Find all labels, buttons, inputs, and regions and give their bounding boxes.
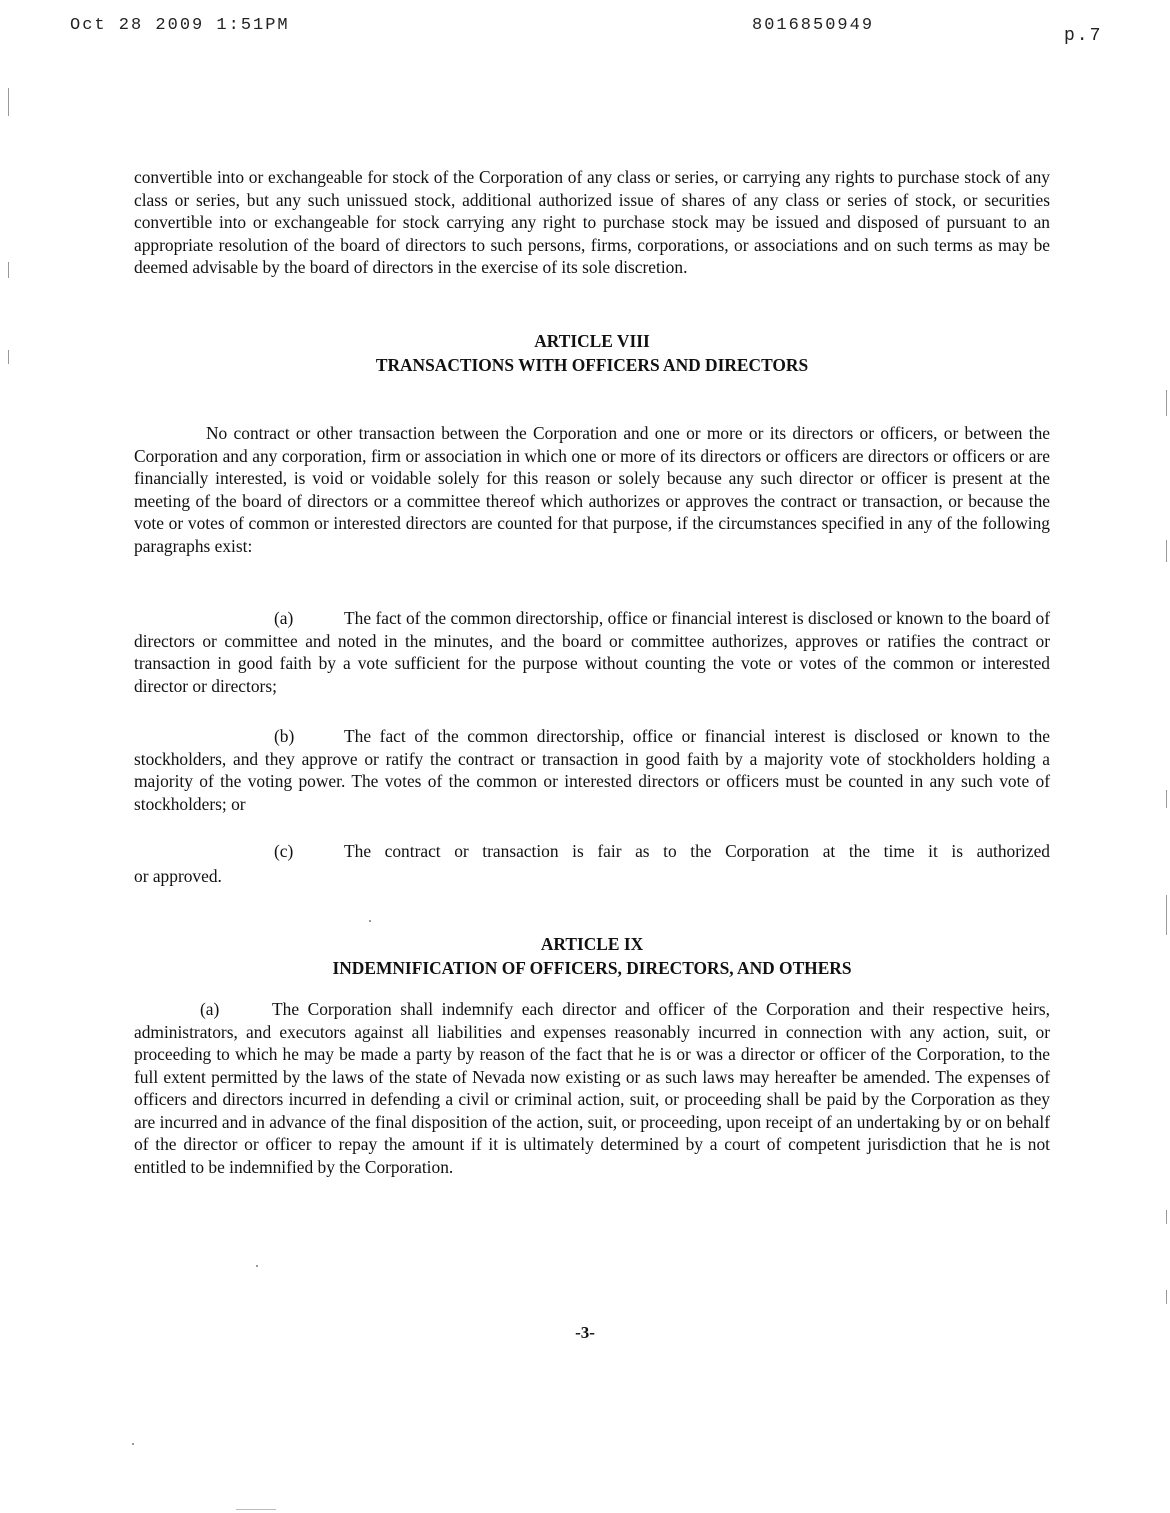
article-viii-clause-b — [134, 725, 1050, 815]
page-number: -3- — [575, 1323, 595, 1342]
article-viii-clause-a — [134, 607, 1050, 697]
scan-artifact — [256, 1265, 258, 1267]
article-ix-number: ARTICLE IX — [540, 934, 644, 954]
article-ix-title: INDEMNIFICATION OF OFFICERS, DIRECTORS, AND OTHERS — [332, 958, 852, 978]
scan-artifact — [1166, 390, 1167, 416]
scan-artifact — [1166, 1210, 1167, 1224]
article-viii-clause-c — [134, 840, 1050, 887]
article-viii-title: TRANSACTIONS WITH OFFICERS AND DIRECTORS — [375, 355, 809, 375]
clause-c-text-line2: or approved. — [134, 865, 222, 886]
clause-b-label: (b) — [274, 726, 295, 746]
clause-c-label: (c) — [274, 841, 294, 861]
clause-b-text: The fact of the common directorship, office or financial interest is disclosed or known to the stockholders, and they approve or ratify the contract or transaction in good faith by a majority vote of stockholders holding a majority of the voting power. The votes of the common or interested directors or officers must be counted in any such vote of stockholders; or — [134, 726, 1050, 814]
scan-artifact — [132, 1443, 134, 1445]
clause-a-text: The fact of the common directorship, office or financial interest is disclosed or known to the board of directors or committee and noted in the minutes, and the board or committee authorizes, approves or ratifies the contract or transaction in good faith by a vote sufficient for the purpose without counting the vote or votes of the common or interested director or directors; — [134, 608, 1050, 696]
fax-date-time: Oct 28 2009 1:51PM — [70, 16, 290, 35]
continuation-paragraph: convertible into or exchangeable for stock of the Corporation of any class or series, or carrying any rights to purchase stock of any class or series, but any such unissued stock, additional authorized issue of shares of any class or series of stock, or securities convertible into or exchangeable for stock carrying any right to purchase stock may be issued and disposed of pursuant to an appropriate resolution of the board of directors to such persons, firms, corporations, or associations and on such terms as may be deemed advisable by the board of directors in the exercise of its sole discretion. — [134, 167, 1050, 277]
scan-artifact — [1166, 540, 1167, 562]
article-ix-heading — [134, 932, 1050, 980]
scan-artifact — [8, 350, 9, 364]
article-viii-number: ARTICLE VIII — [534, 331, 650, 351]
scan-artifact — [1166, 790, 1167, 808]
scan-artifact — [369, 920, 371, 922]
scan-artifact — [1166, 895, 1167, 935]
clause-c-first-line — [134, 840, 1050, 863]
fax-number: 8016850949 — [752, 16, 875, 35]
fax-page-number: p.7 — [1064, 26, 1103, 46]
scan-artifact — [236, 1509, 276, 1510]
clause-c-text-line1: The contract or transaction is fair as to the Corporation at the time it is authorized — [344, 841, 1050, 861]
scan-artifact — [1166, 1290, 1167, 1304]
article-viii-intro: No contract or other transaction between the Corporation and one or more or its directors or officers, or between the Corporation and any corporation, firm or association in which one or more of its directors or officers are directors or officers or are financially interested, is void or voidable solely for this reason or solely because any such director or officer is present at the meeting of the board of directors or a committee thereof which authorizes or approves the contract or transaction, or because the vote or votes of common or interested directors are counted for that purpose, if the circumstances specified in any of the following paragraphs exist: — [134, 423, 1050, 556]
article-viii-heading — [134, 329, 1050, 377]
scan-artifact — [8, 88, 9, 116]
article-ix-clause-a — [134, 998, 1050, 1178]
article-ix-clause-a-text: The Corporation shall indemnify each director and officer of the Corporation and their respective heirs, administrators, and executors against all liabilities and expenses reasonably incurred in connection with any action, suit, or proceeding to which he may be made a party by reason of the fact that he is or was a director or officer of the Corporation, to the full extent permitted by the laws of the state of Nevada now existing or as such laws may hereafter be amended. The expenses of officers and directors incurred in defending a civil or criminal action, suit, or proceeding shall be paid by the Corporation as they are incurred and in advance of the final disposition of the action, suit, or proceeding, upon receipt of an undertaking by or on behalf of the director or officer to repay the amount if it is ultimately determined by a court of competent jurisdiction that he is not entitled to be indemnified by the Corporation. — [134, 999, 1050, 1177]
clause-a-label: (a) — [274, 608, 294, 628]
scan-artifact — [8, 262, 9, 278]
article-ix-clause-a-label: (a) — [200, 999, 220, 1019]
